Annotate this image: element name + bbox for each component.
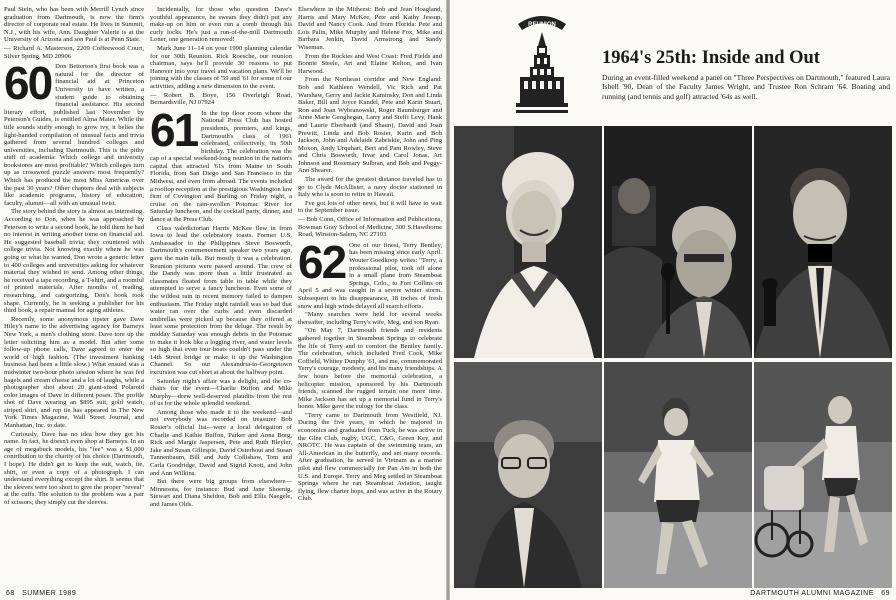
right-page [450, 0, 896, 600]
photo-runner [604, 362, 752, 588]
paragraph-reunion-30th: Mark June 11–14 on your 1990 planning calendar for our 30th Reunion. Rick Roesche, our reunion chairman, says he'll provide 30 reasons to put Hanover into your travel and vacation plans. We'll be joining with the classes of '59 and '61 for some of our activities, adding a new dimension to the event. [150, 44, 292, 90]
paragraph-northeast: From the Northeast corridor and New England: Bob and Kathleen Wendell, Vic Rich and Pat Warshaw, Gerry and Jackie Kaminsky, Don and Linda Baker, Bill and Joyce Kandel, Pete and Karin Stuart, Ron and Joan Wybranowski, Roger Baumburger and Anne Marie Geoghegan, Larry and Steffi Levy, Hank and Laurie Eberhardt (and Shaun), David and Joan Prewitt, Linda and Bob Rosier, Karin and Bob Jackson, John and Adelaide Zabriskie, John and Ping Moxon, Andy Urquhart, Bert and Pam Rowley, Steve and Chris Bosworth, Irvar and Carol Jonas, Art Johnson and Rosemary Sulbran, and Bob and Peggy-Ann Shearer. [298, 76, 442, 175]
paragraph-stein: Paul Stein, who has been with Merrill Lynch since graduation from Dartmouth, is now the firm's director of corporate real estate. He lives in Summit, N.J., with his wife, Ann. Daughter Valerie is at the University of Arizona and son Paul is at Penn State. [4, 6, 144, 44]
paragraph-searches: "Many searches were held for several weeks thereafter, including Terry's wife, Meg, and son Ryan. [298, 311, 442, 326]
paragraph-midwest: Elsewhere in the Midwest: Bob and Jean Hoagland, Harris and Mary McKee, Pete and Kathy Jessup, David and Nancy Cook. And from Florida: Pete and Lois Palin, Mike Murphy and Helene Fox, Mike and Barbara Jenkin, David Armstrong and Sandy Wiseman. [298, 6, 442, 51]
article-lede: During an event-filled weekend a panel on "Three Perspectives on Dartmouth," featured Laura Isbell '90, Dean of the Faculty James Wright, and Trustee Ron Schram '64. Boating and running (and tennis and golf) attracted '64s as well. [602, 73, 890, 101]
page-number-right: 69 [881, 590, 890, 597]
paragraph-attendees-local: Among those who made it to the weekend—and not everybody was recorded on treasurer Bob Rosier's official list—were a local delegation of Charlie and Kathie Buffon, Parker and Anna Borg, Rick and Margie Jaspersen, Pete and Ruth Bleyler, Jake and Susan Gillespie, David Osterhout and Susan Tannenbaum, Bill and Judy Collishaw, Tom and Carla Goodridge, David and Sigrid Knott, and John and Ann Wilkins. [150, 408, 292, 477]
left-page [0, 0, 446, 600]
class-numeral-61: 61 [150, 103, 198, 156]
paragraph-more-news: I've got lots of other news, but it will have to wait to the September issue. [298, 199, 442, 215]
page-number: 68 [6, 590, 15, 597]
baker-tower-icon [512, 6, 572, 118]
column-1 [4, 6, 144, 584]
paragraph-bentley: One of our finest, Terry Bentley, has been missing since early April. Wouter Goedkoop writes: "Terry, a professional pilot, took off alone in a small plane from Steamboat Springs, Colo., to Fort Collins on April 5 and was caught in a severe winter storm. Subsequent to his disappearance, 18 inches of fresh snow and high winds delayed all search efforts. [298, 241, 442, 310]
folio-left [6, 590, 76, 597]
paragraph-valedictorian: Class valedictorian Harris McKee flew in from Iowa to lead the celebratory toasts. Former U.S. Ambassador to the Philippines Steve Bosworth, Dartmouth's commencement speaker two years ago, gave the main talk. But mostly it was a celebration. Reunion pictures were passed around. The crew of the Dandy was more than a little frustrated as classmates floated from table to table while they attempted to serve a fancy luncheon. Even some of the wildest rain in recent memory failed to dampen enthusiasm. The Friday night rainfall was so bad that water ran over the curbs and even discarded umbrellas were picked up because they offered at least some protection from the deluge. The result by midday Saturday was enough debris in the Potomac to make it look like a logging river, and water levels so high that even tour boats couldn't pass under the 14th Street bridge or make it up the Washington Channel. So our Alexandria-to-Georgetown excursion was cut short at about the halfway point. [150, 224, 292, 376]
class-59-signature: — Richard A. Masterson, 2209 Coffeewood Court, Silver Spring, MD 20906 [4, 44, 144, 60]
paragraph-hiley: Recently, some anonymous tipster gave Dave Hiley's name to the advertising agency for Barneys New York, a men's clothing store. Dave tore up the letter soliciting him as a model. But after some follow-up phone calls, Dave agreed to enter the world of high fashion. (The investment banking business had been a little slow.) What ensued was a midwinter two-hour photo session where he was fed bagels and cream cheese and a lot of laughs, while a photographer shot about 20 giant-sized Polaroid color images of Dave in different poses. The profile shot of Dave wearing an $895 suit, gold watch, striped shirt, and rep tie has appeared in The New York Times Magazine, Wall Street Journal, and Manhattan, Inc. to date. [4, 315, 144, 430]
paragraph-story: The story behind the story is almost as interesting. According to Don, when he was approached by Peterson to write a second book, he told them he had no interest in writing another tome on financial aid. He suggested baseball trivia; they countered with college trivia. Not knowing exactly where he was going or what he wanted, Don wrote a generic letter to 400 colleges and universities asking for whatever material they wished to send. Among other things, he received a tape recording, a T-shirt, and a roomful of printed materials. After months of reading, researching, and categorizing, Don's book took shape. Currently, he is seeking a publisher for his third book, a repair manual for aging athletes. [4, 208, 144, 315]
photo-laura-isbell [454, 126, 602, 358]
paragraph-saturday: Saturday night's affair was a delight, and the co-chairs for the event—Charlie Buffon and Mike Murphy—drew well-deserved plaudits from the rest of us for the whole splendid weekend. [150, 377, 292, 408]
paragraph-curious: Curiously, Dave has no idea how they got his name. In fact, he doesn't even shop at Barneys. In an age of megabuck models, his "fee" was a $1,000 contribution to the charity of his choice (Dartmouth, I hope). He didn't get to keep the suit, watch, tie, shirt, or even a copy of a photograph. I can understand everything except the shirt. It seems that the sleeves were too short to give the proper "reveal" at the cuffs. The solution to the problem was a pair of scissors; they simply cut the sleeves. [4, 430, 144, 506]
column-2 [150, 6, 292, 584]
class-numeral-62: 62 [298, 235, 346, 288]
paragraph-award: The award for the greatest distance traveled has to go to Clyde McAllister, a navy doctor stationed in Italy who is soon to retire to Hawaii. [298, 176, 442, 199]
logo-banner-text: REUNION [528, 22, 556, 28]
photo-classmate-glasses [454, 362, 602, 588]
column-3 [298, 6, 442, 584]
article-headline: 1964's 25th: Inside and Out [602, 48, 820, 68]
class-numeral-60: 60 [4, 57, 52, 110]
paragraph-rockies: From the Rockies and West Coast: Fred Fields and Bonnie Steele, Art and Elaine Kelton, and Ivan Harwood. [298, 52, 442, 75]
reunion-logo [512, 6, 572, 118]
photo-ron-schram [754, 126, 892, 358]
magazine-name: DARTMOUTH ALUMNI MAGAZINE [750, 590, 874, 597]
paragraph-press-club: In the top floor room where the National Press Club has hosted presidents, premiers, and kings, Dartmouth's class of 1961 celebrated, collectively, its 50th birthday. The celebration was the cap of a special weekend-long reunion in the nation's capital that attracted '61s from Maine to South Florida, from San Diego and San Francisco to the Midwest, and even from abroad. The events included a rooftop reception at the prestigious Washington law firm of Covington and Burling on Friday night, a cruise on the rain-swollen Potomac River for Saturday luncheon, and the cocktail party, dinner, and dance at the Press Club. [150, 109, 292, 224]
class-60-signature: — Robert B. Boye, 156 Overleigh Road, Bernardsville, NJ 07924 [150, 91, 292, 107]
paragraph-memorial: "On May 7, Dartmouth friends and residents gathered together in Steamboat Springs to celebrate the life of Terry and to comfort the Bentley family. The celebration, which included Fred Cook, Mike Coffield, Whitey Dunphy '61, and me, commemorated Terry's courage, modesty, and his many friendships. A few hours before the memorial celebration, a helicopter mission, sponsored by his Dartmouth friends, scanned the rugged terrain one more time. Mike Jackson has set up a memorial fund in Terry's honor. Mike gave the eulogy for the class. [298, 327, 442, 411]
photo-runner-stroller [754, 362, 892, 588]
paragraph-betterton: Don Betterton's first book was a natural for the director of financial aid at Princeton University to have written, a student guide to obtaining financial assistance. His second literary effort, published last November by Peterson's Guides, is entitled Alma Mater. While the title sounds stuffy enough to grow ivy, it belies the light-handed compilation of unusual facts and trivia gathered from several hundred colleges and universities, including Dartmouth. This is the pithy stuff of academia: Which college and university bookstores are most profitable? Which colleges turn up as crossword puzzle answers most frequently? Which has produced the most Miss Americas over the past 30 years? Other chapters deal with subjects like academic programs, history of education, faculty, alumni—all with an unusual twist. [4, 63, 144, 207]
folio-right [750, 590, 890, 597]
paragraph-incidentally: Incidentally, for those who question Dave's youthful appearance, he swears they didn't put any make-up on him or even run a comb through his curly locks. He's just a run-of-the-mill Dartmouth Loner, one generation removed! [150, 6, 292, 44]
paragraph-attendees-minnesota: But there were big groups from elsewhere—Minnesota, for instance: Bud and Jane Shoenig, Stewart and Diana Sheldon, Bob and Ellis Naegele, and James Olds. [150, 478, 292, 508]
issue-date: SUMMER 1989 [22, 590, 77, 597]
paragraph-biography: "Terry came to Dartmouth from Westfield, NJ. During the five years, in which he majored in economics and graduated from Tuck, he was active in the Glee Club, rugby, UGC, C&G, Green Key, and NROTC. He was captain of the swimming team, an All-American in the butterfly, and set many records. After graduation, he served in Vietnam as a marine pilot and flew commercially for Pan Am in both the U.S. and Europe. Terry and Meg settled in Steamboat Springs where he ran Steamboat Aviation, taught flying, flew charter hops, and was active in the Rotary Club. [298, 411, 442, 503]
photo-james-wright [604, 126, 752, 358]
class-61-signature: — Bob Conn, Office of Information and Publications, Bowman Gray School of Medicine, 300 S.Hawthorne Road, Winston-Salem, NC 27103 [298, 216, 442, 239]
